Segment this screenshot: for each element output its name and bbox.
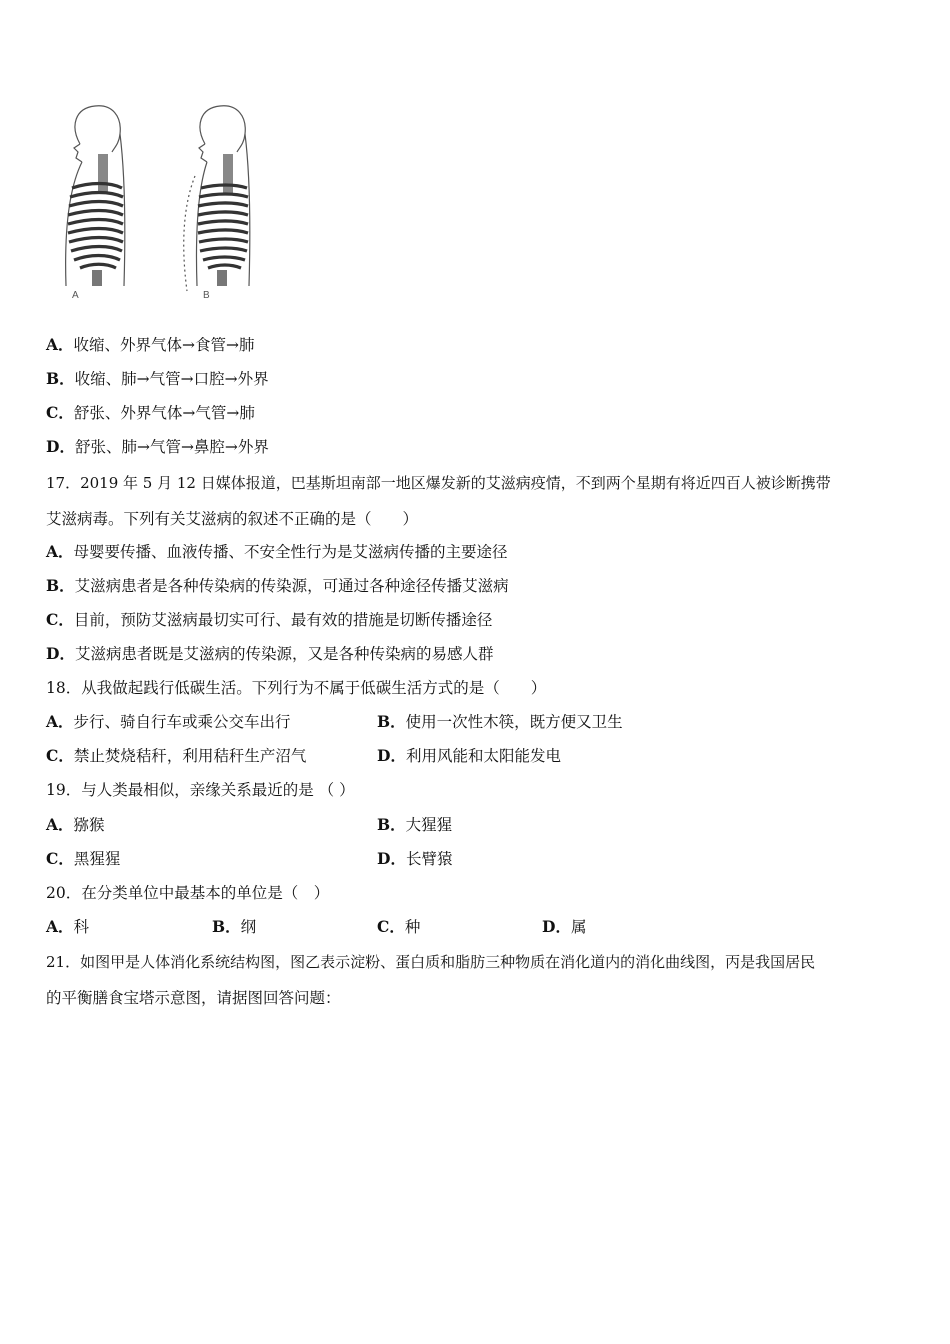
q21-stem-line2: 的平衡膳食宝塔示意图，请据图回答问题： bbox=[46, 989, 341, 1007]
q20-option-d bbox=[542, 916, 586, 938]
q20-option-c bbox=[377, 916, 420, 938]
option-text: 舒张、外界气体→气管→肺 bbox=[73, 404, 255, 422]
option-letter: C． bbox=[46, 610, 74, 629]
option-text: 母婴要传播、血液传播、不安全性行为是艾滋病传播的主要途径 bbox=[73, 543, 508, 561]
figure-label-b: B bbox=[203, 290, 210, 301]
q17-option-a bbox=[46, 541, 508, 563]
option-letter: D． bbox=[46, 437, 75, 456]
option-letter: A． bbox=[46, 917, 74, 936]
q16-option-d bbox=[46, 436, 269, 458]
option-text: 猕猴 bbox=[73, 816, 105, 834]
q19-options-row1 bbox=[46, 814, 926, 836]
q16-option-b bbox=[46, 368, 269, 390]
option-text: 纲 bbox=[240, 918, 257, 936]
option-letter: C． bbox=[46, 849, 74, 868]
torso-diagram-b bbox=[184, 106, 250, 291]
option-text: 舒张、肺→气管→鼻腔→外界 bbox=[74, 438, 269, 456]
q18-option-b bbox=[377, 711, 623, 733]
option-letter: B． bbox=[377, 712, 406, 731]
q17-option-c bbox=[46, 609, 492, 631]
option-letter: B． bbox=[46, 369, 75, 388]
option-letter: A． bbox=[46, 815, 74, 834]
option-text: 目前，预防艾滋病最切实可行、最有效的措施是切断传播途径 bbox=[73, 611, 493, 629]
figure-label-a: A bbox=[72, 290, 79, 301]
q17-option-d bbox=[46, 643, 493, 665]
option-text: 步行、骑自行车或乘公交车出行 bbox=[73, 713, 291, 731]
q20-stem: 20．在分类单位中最基本的单位是（ ） bbox=[46, 884, 330, 902]
option-text: 利用风能和太阳能发电 bbox=[405, 747, 561, 765]
option-text: 长臂猿 bbox=[405, 850, 453, 868]
option-text: 收缩、外界气体→食管→肺 bbox=[73, 336, 255, 354]
q16-option-a bbox=[46, 334, 255, 356]
q18-option-a bbox=[46, 711, 291, 733]
q19-stem: 19．与人类最相似，亲缘关系最近的是 （ ） bbox=[46, 781, 355, 799]
option-letter: D． bbox=[542, 917, 571, 936]
q21-stem-line1: 21．如图甲是人体消化系统结构图，图乙表示淀粉、蛋白质和脂肪三种物质在消化道内的消化曲线图，丙是我国居民 bbox=[46, 953, 816, 971]
q17-option-b bbox=[46, 575, 509, 597]
q19-option-d bbox=[377, 848, 452, 870]
option-text: 大猩猩 bbox=[405, 816, 453, 834]
q18-option-d bbox=[377, 745, 561, 767]
option-text: 收缩、肺→气管→口腔→外界 bbox=[74, 370, 269, 388]
option-letter: C． bbox=[46, 746, 74, 765]
option-letter: B． bbox=[212, 917, 241, 936]
q20-option-a bbox=[46, 916, 89, 938]
q18-options-row1 bbox=[46, 711, 926, 733]
option-letter: A． bbox=[46, 335, 74, 354]
q19-options-row2 bbox=[46, 848, 926, 870]
option-text: 科 bbox=[73, 918, 90, 936]
q18-stem: 18．从我做起践行低碳生活。下列行为不属于低碳生活方式的是（ ） bbox=[46, 679, 547, 697]
option-text: 黑猩猩 bbox=[73, 850, 121, 868]
option-text: 禁止焚烧秸秆，利用秸秆生产沼气 bbox=[73, 747, 307, 765]
option-letter: B． bbox=[46, 576, 75, 595]
q17-stem-line1: 17．2019 年 5 月 12 日媒体报道，巴基斯坦南部一地区爆发新的艾滋病疫情，不到两个星期有将近四百人被诊断携带 bbox=[46, 474, 831, 492]
q20-option-b bbox=[212, 916, 256, 938]
option-letter: A． bbox=[46, 542, 74, 561]
torso-diagram-a bbox=[66, 106, 125, 286]
option-letter: D． bbox=[377, 849, 406, 868]
option-text: 种 bbox=[404, 918, 421, 936]
option-letter: A． bbox=[46, 712, 74, 731]
q19-option-a bbox=[46, 814, 105, 836]
q16-option-c bbox=[46, 402, 255, 424]
option-letter: D． bbox=[46, 644, 75, 663]
q19-option-b bbox=[377, 814, 452, 836]
option-text: 艾滋病患者是各种传染病的传染源，可通过各种途径传播艾滋病 bbox=[74, 577, 509, 595]
option-letter: D． bbox=[377, 746, 406, 765]
option-text: 艾滋病患者既是艾滋病的传染源，又是各种传染病的易感人群 bbox=[74, 645, 494, 663]
option-text: 属 bbox=[570, 918, 587, 936]
q19-option-c bbox=[46, 848, 120, 870]
option-text: 使用一次性木筷，既方便又卫生 bbox=[405, 713, 623, 731]
option-letter: C． bbox=[377, 917, 405, 936]
q17-stem-line2: 艾滋病毒。下列有关艾滋病的叙述不正确的是（ ） bbox=[46, 510, 419, 528]
breathing-diagram-figure bbox=[40, 96, 270, 311]
q18-option-c bbox=[46, 745, 306, 767]
q20-options-row bbox=[46, 916, 926, 938]
option-letter: C． bbox=[46, 403, 74, 422]
option-letter: B． bbox=[377, 815, 406, 834]
q18-options-row2 bbox=[46, 745, 926, 767]
